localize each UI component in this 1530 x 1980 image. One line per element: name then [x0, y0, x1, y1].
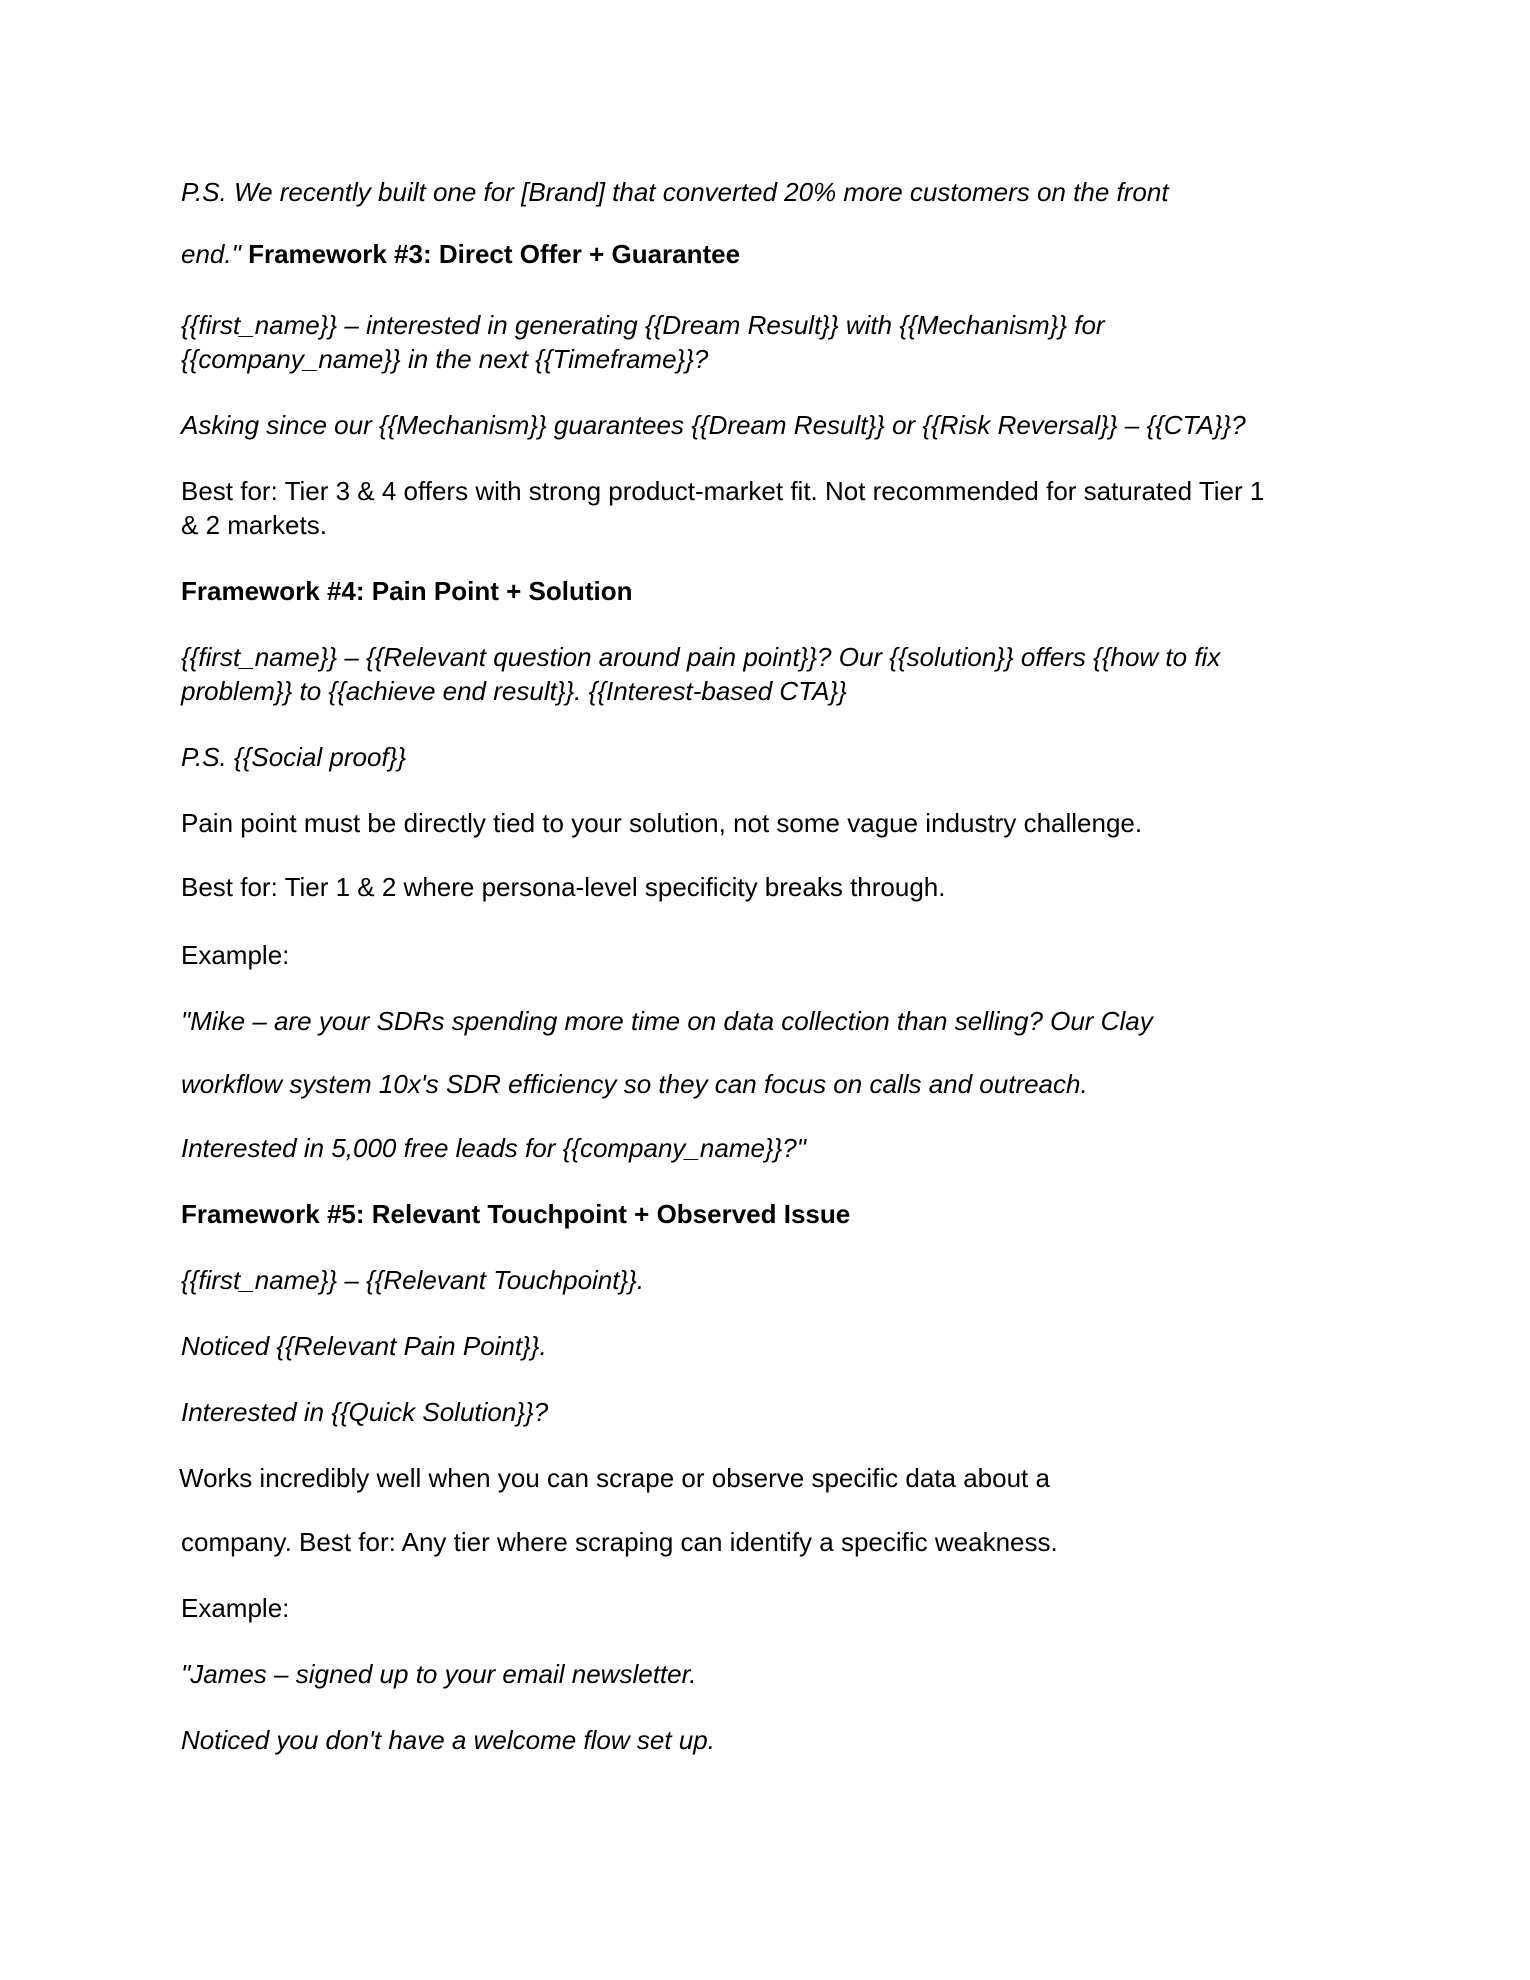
framework-3-best-for-line-2: & 2 markets.: [181, 510, 327, 540]
framework-3-best-for-line-1: Best for: Tier 3 & 4 offers with strong product-market fit. Not recommended for saturated Tier 1: [181, 476, 1265, 506]
framework-4-example-label: Example:: [181, 940, 290, 970]
framework-5-template-line-2: Noticed {{Relevant Pain Point}}.: [181, 1331, 547, 1361]
framework-4-example-line-3: Interested in 5,000 free leads for {{company_name}}?": [181, 1133, 806, 1163]
framework-5-heading: Framework #5: Relevant Touchpoint + Observed Issue: [181, 1199, 851, 1229]
framework-5-template-line-3: Interested in {{Quick Solution}}?: [181, 1397, 549, 1427]
ps-brand-line: P.S. We recently built one for [Brand] that converted 20% more customers on the front: [181, 177, 1169, 207]
framework-4-ps-line: P.S. {{Social proof}}: [181, 742, 407, 772]
framework-5-example-label: Example:: [181, 1593, 290, 1623]
framework-5-template-line-1: {{first_name}} – {{Relevant Touchpoint}}.: [181, 1265, 645, 1295]
framework-3-heading-line: [181, 237, 740, 271]
framework-3-template-line-2: {{company_name}} in the next {{Timeframe}}?: [181, 344, 709, 374]
framework-4-heading: Framework #4: Pain Point + Solution: [181, 576, 633, 606]
framework-5-example-line-1: "James – signed up to your email newsletter.: [181, 1659, 697, 1689]
framework-3-template-line-3: Asking since our {{Mechanism}} guarantees {{Dream Result}} or {{Risk Reversal}} – {{CTA}}?: [181, 410, 1246, 440]
framework-4-best-for: Best for: Tier 1 & 2 where persona-level specificity breaks through.: [181, 872, 946, 902]
framework-5-note-line-2: company. Best for: Any tier where scraping can identify a specific weakness.: [181, 1527, 1058, 1557]
framework-3-template-line-1: {{first_name}} – interested in generating {{Dream Result}} with {{Mechanism}} for: [181, 310, 1105, 340]
framework-4-example-line-2: workflow system 10x's SDR efficiency so they can focus on calls and outreach.: [181, 1069, 1088, 1099]
framework-4-example-line-1: "Mike – are your SDRs spending more time on data collection than selling? Our Clay: [181, 1006, 1153, 1036]
framework-4-template-line-1: {{first_name}} – {{Relevant question around pain point}}? Our {{solution}} offers {{how to fix: [181, 642, 1221, 672]
framework-5-example-line-2: Noticed you don't have a welcome flow set up.: [181, 1725, 715, 1755]
framework-4-pain-point-note: Pain point must be directly tied to your solution, not some vague industry challenge.: [181, 808, 1143, 838]
framework-3-heading: Framework #3: Direct Offer + Guarantee: [248, 239, 741, 269]
framework-4-template-line-2: problem}} to {{achieve end result}}. {{Interest-based CTA}}: [181, 676, 847, 706]
quote-end-text: end.": [181, 239, 241, 269]
framework-5-note-line-1: Works incredibly well when you can scrape or observe specific data about a: [179, 1463, 1050, 1493]
